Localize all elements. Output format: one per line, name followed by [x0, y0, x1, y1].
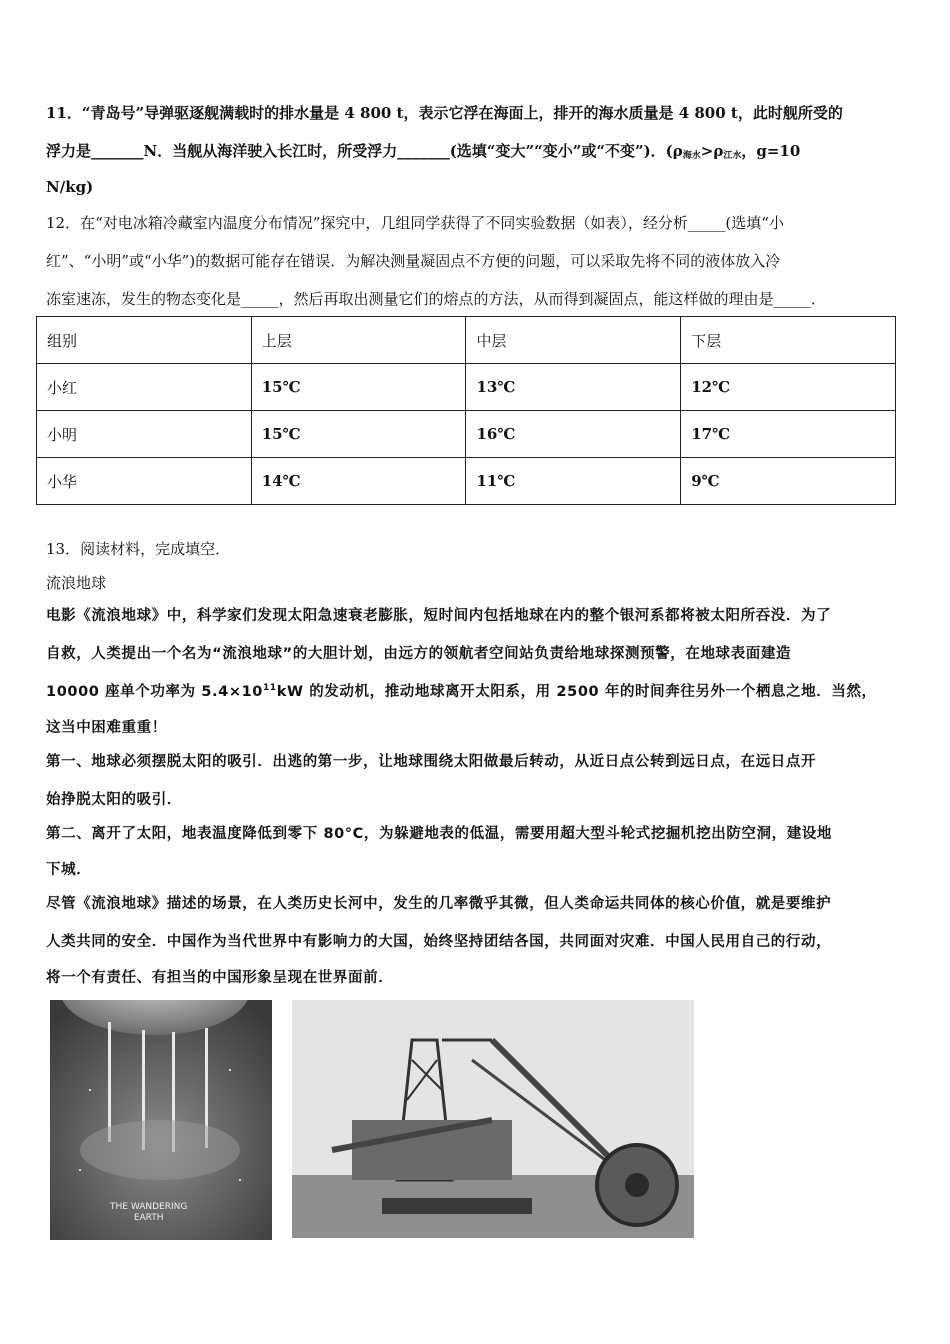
passage-line: 始挣脱太阳的吸引．	[46, 792, 182, 808]
table-header-cell: 组别	[37, 317, 252, 364]
q12-line3: 冻室速冻，发生的物态变化是_____，然后再取出测量它们的熔点的方法，从而得到凝固点，能这样做的理由是_____．	[46, 290, 827, 308]
table-cell: 15℃	[251, 411, 466, 458]
table-cell: 14℃	[251, 458, 466, 505]
passage-line: 下城．	[46, 862, 92, 878]
passage-line: 尽管《流浪地球》描述的场景，在人类历史长河中，发生的几率微乎其微，但人类命运共同体的核心价值，就是要维护	[46, 896, 832, 912]
table-row	[37, 364, 896, 411]
table-header-cell: 中层	[466, 317, 681, 364]
table-cell: 小华	[37, 458, 252, 505]
exponent: 11	[262, 683, 277, 693]
table-cell: 小红	[37, 364, 252, 411]
q11-line3: N/kg)	[46, 178, 94, 196]
q11-sub-river: 江水	[723, 151, 742, 161]
poster-title-line2: EARTH	[133, 1213, 164, 1223]
q12-line2: 红”、“小明”或“小华”)的数据可能存在错误．为解决测量凝固点不方便的问题，可以采取先将不同的液体放入冷	[46, 252, 781, 270]
table-cell: 13℃	[466, 364, 681, 411]
q11-line2	[46, 140, 800, 161]
movie-poster-image	[50, 1000, 272, 1240]
temperature-table	[36, 316, 896, 505]
table-cell: 12℃	[681, 364, 896, 411]
excavator-illustration	[292, 1000, 694, 1238]
table-row	[37, 458, 896, 505]
q13-intro: 13．阅读材料，完成填空．	[46, 540, 231, 558]
q11-line1: 11．“青岛号”导弹驱逐舰满载时的排水量是 4 800 t，表示它浮在海面上，排开的海水质量是 4 800 t，此时舰所受的	[46, 104, 843, 122]
excavator-image	[292, 1000, 694, 1238]
passage-line-b: kW 的发动机，推动地球离开太阳系，用 2500 年的时间奔往另外一个栖息之地．当然，	[276, 684, 877, 700]
table-cell: 小明	[37, 411, 252, 458]
passage-line: 第一、地球必须摆脱太阳的吸引．出逃的第一步，让地球围绕太阳做最后转动，从近日点公转到远日点，在远日点开	[46, 754, 817, 770]
table-cell: 11℃	[466, 458, 681, 505]
passage-line: 这当中困难重重！	[46, 720, 167, 736]
table-cell: 9℃	[681, 458, 896, 505]
passage-line: 将一个有责任、有担当的中国形象呈现在世界面前．	[46, 970, 394, 986]
table-cell: 15℃	[251, 364, 466, 411]
passage-line-a: 10000 座单个功率为 5.4×10	[46, 684, 263, 700]
table-header-cell: 上层	[251, 317, 466, 364]
q11-line2-c: ，g=10	[741, 142, 801, 160]
table-row	[37, 411, 896, 458]
q11-line2-b: >ρ	[700, 142, 724, 160]
passage-line: 电影《流浪地球》中，科学家们发现太阳急速衰老膨胀，短时间内包括地球在内的整个银河系都将被太阳所吞没．为了	[46, 608, 832, 624]
passage-line: 第二、离开了太阳，地表温度降低到零下 80°C，为躲避地表的低温，需要用超大型斗轮式挖掘机挖出防空洞，建设地	[46, 826, 833, 842]
q12-line1: 12．在“对电冰箱冷藏室内温度分布情况”探究中，几组同学获得了不同实验数据（如表），经分析_____(选填“小	[46, 214, 784, 232]
q13-title: 流浪地球	[46, 574, 107, 592]
passage-line: 自救，人类提出一个名为“流浪地球”的大胆计划，由远方的领航者空间站负责给地球探测预警，在地球表面建造	[46, 646, 792, 662]
passage-line: 人类共同的安全．中国作为当代世界中有影响力的大国，始终坚持团结各国，共同面对灾难．中国人民用自己的行动，	[46, 934, 832, 950]
passage-line	[46, 680, 877, 701]
q11-line2-a: 浮力是_______N．当舰从海洋驶入长江时，所受浮力_______(选填“变大”“变小”或“不变”)．(ρ	[46, 142, 683, 160]
table-header-row	[37, 317, 896, 364]
table-cell: 16℃	[466, 411, 681, 458]
q11-sub-seawater: 海水	[682, 151, 701, 161]
table-header-cell: 下层	[681, 317, 896, 364]
poster-title-line1: THE WANDERING	[110, 1202, 188, 1212]
table-cell: 17℃	[681, 411, 896, 458]
